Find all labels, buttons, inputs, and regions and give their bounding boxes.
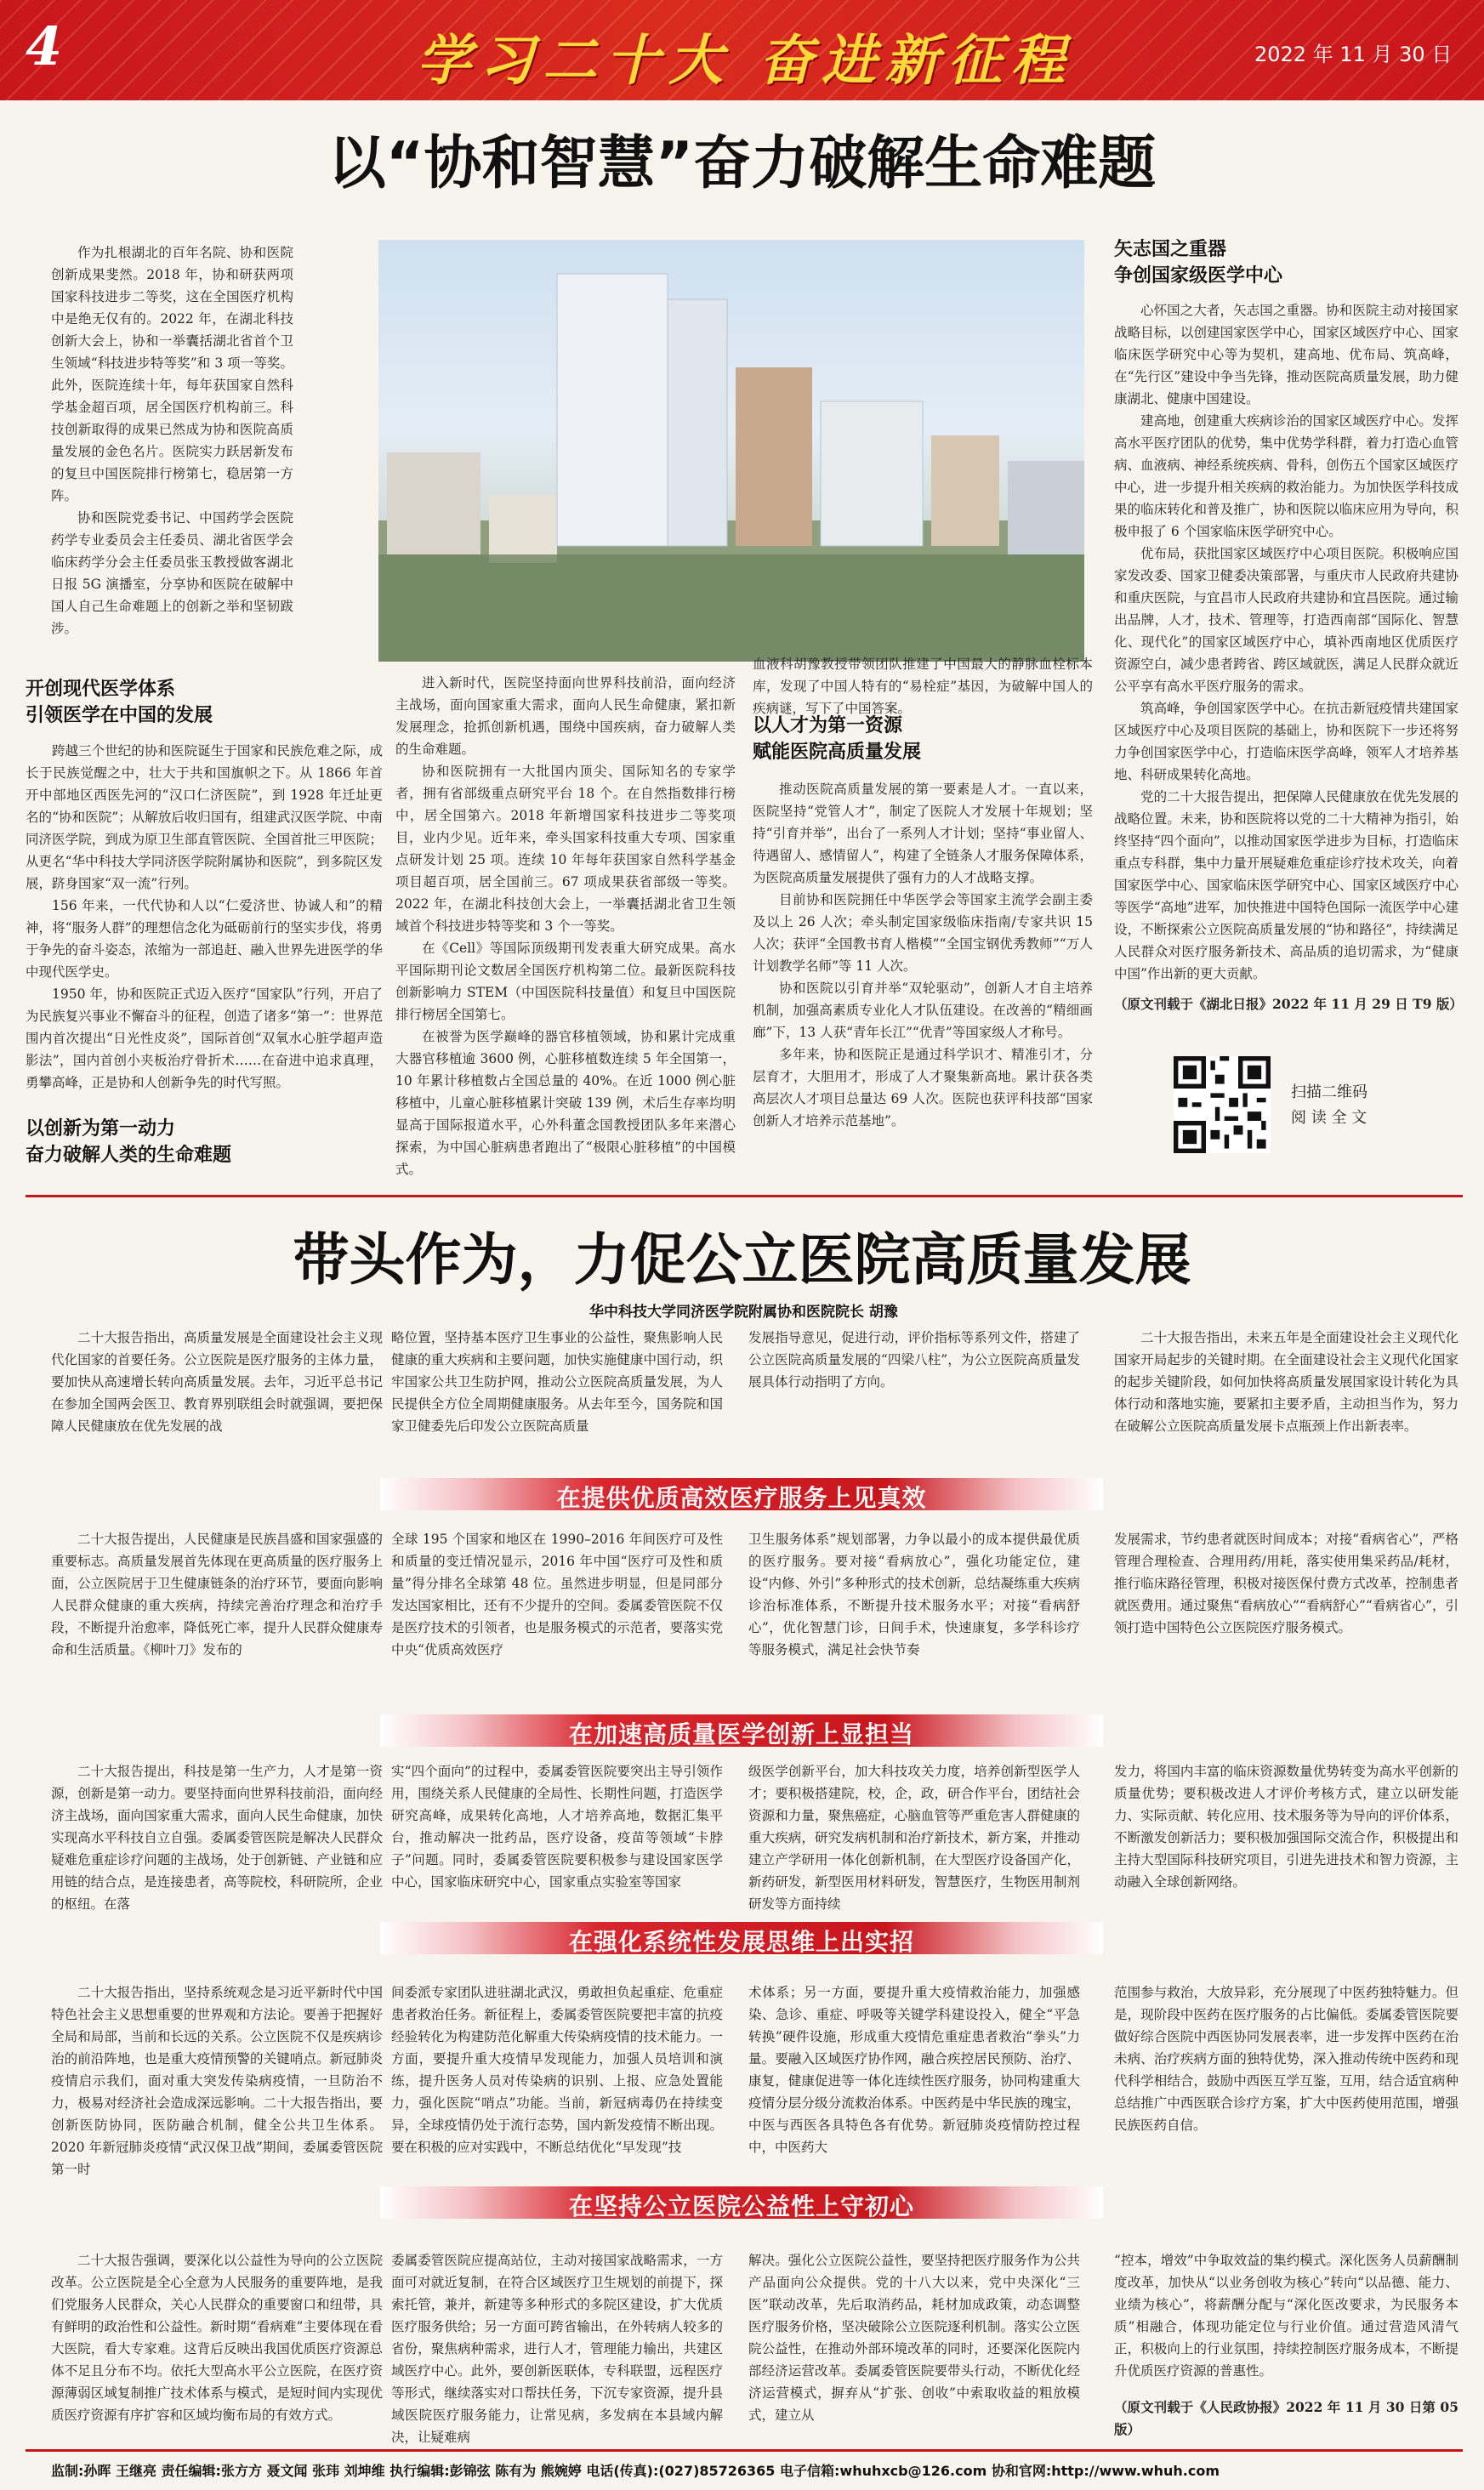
section-col [51,1760,383,1936]
paragraph: 委属委管医院应提高站位，主动对接国家战略需求，一方面可对就近复制，在符合区域医疗卫生规划的前提下，探索托管，兼并，新建等多种形式的多院区建设，扩大优质医疗服务供给；另一方面可跨省输出，在外转病人较多的省份，聚焦病种需求，进行人才，管理能力输出，共建区域医疗中心。此外，要创新医联体，专科联盟，远程医疗等形式，继续落实对口帮扶任务，下沉专家资源，提升县域医院医疗服务能力，让常见病，多发病在本县域内解决，让疑难病 [391,2253,723,2445]
article1-section-4-body [1114,299,1458,1031]
paragraph: 二十大报告指出，坚持系统观念是习近平新时代中国特色社会主义思想重要的世界观和方法论。要善于把握好全局和局部，当前和长远的关系。公立医院不仅是疾病诊治的前沿阵地，也是重大疫情预警的关键哨点。新冠肺炎疫情启示我们，面对重大突发传染病疫情，一旦防治不力，极易对经济社会造成深远影响。二十大报告指出，要创新医防协同，医防融合机制，健全公共卫生体系。2020 年新冠肺炎疫情“武汉保卫战”期间，委属委管医院第一时 [51,1985,383,2177]
article1-section-3-body [753,778,1093,1157]
hospital-photo [378,240,1084,662]
paragraph: 范围参与救治，大放异彩，充分展现了中医药独特魅力。但是，现阶段中医药在医疗服务的占比偏低。委属委管医院要做好综合医院中西医协同发展表率，进一步发挥中医药在治未病、治疗疾病方面的独特优势，深入推动传统中医药和现代科学相结合，鼓励中西医互学互鉴，互用，结合适宜病种总结推广中西医联合诊疗方案，扩大中医药使用范围，增强民族医药自信。 [1114,1985,1458,2133]
paragraph: 解决。强化公立医院公益性，要坚持把医疗服务作为公共产品面向公众提供。党的十八大以来，党中央深化“三医”联动改革，先后取消药品，耗材加成政策，动态调整医疗服务价格，坚决破除公立医院逐利机制。落实公立医院公益性，在推动外部环境改革的同时，还要深化医院内部经济运营改革。委属委管医院要带头行动，不断优化经济运营模式，摒弃从“扩张、创收”中索取收益的粗放模式，建立从 [748,2253,1080,2423]
paragraph: 党的二十大报告提出，把保障人民健康放在优先发展的战略位置。未来，协和医院将以党的二十大精神为指引，始终坚持“四个面向”，以推动国家医学进步为目标，打造临床重点专科群，集中力量开展疑难危重症诊疗技术攻关，向着国家医学中心、国家临床医学研究中心、国家区域医疗中心等医学“高地”进军，加快推进中国特色国际一流医学中心建设，不断探索公立医院高质量发展的“协和路径”，持续满足人民群众对医疗服务新技术、高品质的追切需求，为“健康中国”作出新的更大贡献。 [1114,789,1458,981]
article2-headline: 带头作为，力促公立医院高质量发展 [293,1227,1191,1293]
section-col [51,2249,383,2441]
section-col [748,1760,1080,1936]
paragraph: 156 年来，一代代协和人以“仁爱济世、协诚人和”的精神，将“服务人群”的理想信念化为砥砺前行的坚实步伐，将勇于争先的奋斗姿态，浓缩为一部追赶、融入世界先进医学的华中现代医学史。 [26,898,383,980]
paragraph: 间委派专家团队进驻湖北武汉，勇敢担负起重症、危重症患者救治任务。新征程上，委属委管医院要把丰富的抗疫经验转化为构建防范化解重大传染病疫情的技术能力。一方面，要提升重大疫情早发现能力，加强人员培训和演练，提升医务人员对传染病的识别、上报、应急处置能力，强化医院“哨点”功能。当前，新冠病毒仍在持续变异，全球疫情仍处于流行态势，国内新发疫情不断出现。要在积极的应对实践中，不断总结优化“早发现”技 [391,1985,723,2155]
paragraph: 二十大报告提出，科技是第一生产力，人才是第一资源，创新是第一动力。要坚持面向世界科技前沿，面向经济主战场，面向国家重大需求，面向人民生命健康，加快实现高水平科技自立自强。委属委管医院是解决人民群众疑难危重症诊疗问题的主战场，处于创新链、产业链和应用链的结合点，是连接患者，高等院校，科研院所，企业的枢纽。在落 [51,1764,383,1912]
section-heading: 开创现代医学体系 引领医学在中国的发展 [26,678,213,726]
intro-col [1114,1327,1458,1461]
article1-section-2-continued [753,653,1093,716]
lead-paragraph: 协和医院党委书记、中国药学会医院药学专业委员会主任委员、湖北省医学会临床药学分会主任委员张玉教授做客湖北日报 5G 演播室，分享协和医院在破解中国人自己生命难题上的创新之举和坚韧跋涉。 [51,510,293,636]
section-col [51,1981,383,2177]
paragraph: 二十大报告指出，未来五年是全面建设社会主义现代化国家开局起步的关键时期。在全面建设社会主义现代化国家的起步关键阶段，如何加快将高质量发展国家设计转化为具体行动和落地实施，要紧扣主要矛盾，主动担当作为，努力在破解公立医院高质量发展卡点瓶颈上作出新表率。 [1114,1330,1458,1434]
paragraph: 术体系；另一方面，要提升重大疫情救治能力，加强感染、急诊、重症、呼吸等关键学科建设投入，健全“平急转换”硬件设施，形成重大疫情危重症患者救治“拳头”力量。要融入区域医疗协作网，融合疾控居民预防、治疗、康复，健康促进等一体化连续性医疗服务，协同构建重大疫情分层分级分流救治体系。中医药是中华民族的瑰宝，中医与西医各具特色各有优势。新冠肺炎疫情防控过程中，中医药大 [748,1985,1080,2155]
section-heading: 以创新为第一动力 奋力破解人类的生命难题 [26,1117,232,1166]
section-col [51,1528,383,1707]
qr-caption-line: 扫描二维码 [1291,1083,1367,1101]
intro-col [748,1327,1080,1461]
qr-caption-line: 阅 读 全 文 [1291,1109,1367,1127]
section-banner-title: 在强化系统性发展思维上出实招 [568,1928,914,1956]
section-banner-title: 在坚持公立医院公益性上守初心 [568,2192,914,2220]
paragraph: 略位置，坚持基本医疗卫生事业的公益性，聚焦影响人民健康的重大疾病和主要问题，加快实施健康中国行动，织牢国家公共卫生防护网，推动公立医院高质量发展，为人民提供全方位全周期健康服务。从去年至今，国务院和国家卫健委先后印发公立医院高质量 [391,1330,723,1434]
article1-headline: 以“协和智慧”奋力破解生命难题 [327,130,1157,197]
paragraph: 多年来，协和医院正是通过科学识才、精准引才，分层育才，大胆用才，形成了人才聚集新高地。累计获各类高层次人才项目总量达 69 人次。医院也获评科技部“国家创新人才培养示范基地”。 [753,1047,1093,1128]
footer-rule [26,2449,1463,2452]
section-banner-title: 在加速高质量医学创新上显担当 [568,1720,914,1748]
paragraph: 全球 195 个国家和地区在 1990–2016 年间医疗可及性和质量的变迁情况显示，2016 年中国“医疗可及性和质量”得分排名全球第 48 位。虽然进步明显，但是同部分发达国家相比，还有不少提升的空间。委属委管医院不仅是医疗技术的引领者，也是服务模式的示范者，要落实党中央“优质高效医疗 [391,1532,723,1657]
section-col [748,1981,1080,2174]
paragraph: 实“四个面向”的过程中，委属委管医院要突出主导引领作用，围绕关系人民健康的全局性、长期性问题，打造医学研究高峰，成果转化高地，人才培养高地，数据汇集平台，推动解决一批药品，医疗设备，疫苗等领域“卡脖子”问题。同时，委属委管医院要积极参与建设国家医学中心，国家临床研究中心，国家重点实验室等国家 [391,1764,723,1890]
section-col [1114,2249,1458,2396]
paragraph: 目前协和医院拥任中华医学会等国家主流学会副主委及以上 26 人次；牵头制定国家级临床指南/专家共识 15 人次；获评“全国教书育人楷模”“全国宝钢优秀教师”“万人计划教学名师”等 11 人次。 [753,892,1093,974]
section-col [391,1760,723,1936]
paragraph: 二十大报告指出，高质量发展是全面建设社会主义现代化国家的首要任务。公立医院是医疗服务的主体力量，要加快从高速增长转向高质量发展。去年，习近平总书记在参加全国两会医卫、教育界别联组会时就强调，要把保障人民健康放在优先发展的战 [51,1330,383,1434]
paragraph: 协和医院拥有一大批国内顶尖、国际知名的专家学者，拥有省部级重点研究平台 18 个。在自然指数排行榜中，居全国第六。2018 年新增国家科技进步二等奖项目，业内少见。近年来，牵头国家科技重大专项、国家重点研发计划 25 项。连续 10 年每年获国家自然科学基金项目超百项，居全国前三。67 项成果获省部级一等奖。2022 年，在湖北科技创大会上，一举囊括湖北省卫生领域首个科技进步特等奖和 3 个一等奖。 [395,764,736,934]
source-note: （原文刊载于《湖北日报》2022 年 11 月 29 日 T9 版） [1114,996,1463,1012]
paragraph: 1950 年，协和医院正式迈入医疗“国家队”行列，开启了为民族复兴事业不懈奋斗的征程，创造了诸多“第一”：世界范围内首次提出“日光性皮炎”，国际首创“双氧水心脏学超声造影法”，国内首创小夹板治疗骨折术……在奋进中追求真理，勇攀高峰，正是协和人创新争先的时代写照。 [26,986,383,1090]
section-banner-title: 在提供优质高效医疗服务上见真效 [556,1484,927,1512]
section-col [1114,1981,1458,2174]
footer-credits: 监制:孙晖 王继亮 责任编辑:张方方 聂文闻 张玮 刘坤维 执行编辑:彭锦弦 陈有为 熊婉婷 电话(传真):(027)85726365 电子信箱:whuhxcb@126.com 协和官网:http://www.whuh.com [51,2463,1220,2479]
section-heading: 矢志国之重器 争创国家级医学中心 [1114,238,1283,287]
section-col [748,2249,1080,2441]
paragraph: 发展需求，节约患者就医时间成本；对接“看病省心”，严格管理合理检查、合理用药/用耗，落实使用集采药品/耗材，推行临床路径管理，积极对接医保付费方式改革，控制患者就医费用。通过聚焦“看病放心”“看病舒心”“看病省心”，引领打造中国特色公立医院医疗服务模式。 [1114,1532,1458,1635]
paragraph: 协和医院以引育并举“双轮驱动”，创新人才自主培养机制，加强高素质专业化人才队伍建设。在改善的“精细画廊”下，13 人获“青年长江”“优青”等国家级人才称号。 [753,981,1093,1040]
page-number: 4 [26,15,63,77]
section-col [1114,1528,1458,1707]
section-col [1114,1760,1458,1936]
paragraph: 推动医院高质量发展的第一要素是人才。一直以来，医院坚持“党管人才”，制定了医院人才发展十年规划；坚持“引育并举”，出台了一系列人才计划；坚持“事业留人、待遇留人、感情留人”，构建了全链条人才服务保障体系，为医院高质量发展提供了强有力的人才战略支撑。 [753,782,1093,885]
section-col [391,1528,723,1707]
masthead-title: 学习二十大 奋进新征程 [417,29,1074,93]
paragraph: 二十大报告提出，人民健康是民族昌盛和国家强盛的重要标志。高质量发展首先体现在更高质量的医疗服务上面，公立医院居于卫生健康链条的治疗环节，要面向影响人民群众健康的重大疾病，持续完善治疗理念和治疗手段，不断提升治愈率，降低死亡率，提升人民群众健康寿命和生活质量。《柳叶刀》发布的 [51,1532,383,1657]
lead-paragraph: 作为扎根湖北的百年名院、协和医院创新成果斐然。2018 年，协和研获两项国家科技进步二等奖，这在全国医疗机构中是绝无仅有的。2022 年，在湖北科技创新大会上，协和一举囊括湖北省首个卫生领域“科技进步特等奖”和 3 项一等奖。此外，医院连续十年，每年获国家自然科学基金超百项，居全国医疗机构前三。科技创新取得的成果已然成为协和医院高质量发展的金色名片。医院实力跃居新发布的复旦中国医院排行榜第七，稳居第一方阵。 [51,245,293,503]
section-col [748,1528,1080,1707]
intro-col [391,1327,723,1461]
paragraph: 筑高峰，争创国家医学中心。在抗击新冠疫情共建国家区域医疗中心及项目医院的基础上，协和医院下一步还将努力争创国家医学中心，打造临床医学高峰，领军人才培养基地、科研成果转化高地。 [1114,701,1458,782]
section-banner [380,2180,1103,2224]
article1-section-1-body [26,740,383,1114]
section-col [391,1981,723,2174]
qr-caption [1291,1080,1367,1131]
paragraph: 级医学创新平台，加大科技攻关力度，培养创新型医学人才；要积极搭建院，校，企，政，研合作平台，团结社会资源和力量，聚焦癌症，心脑血管等严重危害人群健康的重大疾病，研究发病机制和治疗新技术，新方案，并推动建立产学研用一体化创新机制，在大型医疗设备国产化，新药研发，新型医用材料研发，智慧医疗，生物医用制剂研发等方面持续 [748,1764,1080,1912]
paragraph: 心怀国之大者，矢志国之重器。协和医院主动对接国家战略目标，以创建国家医学中心，国家区域医疗中心、国家临床医学研究中心等为契机，建高地、优布局、筑高峰，在“先行区”建设中争当先锋，推动医院高质量发展，助力健康湖北、健康中国建设。 [1114,303,1458,406]
paragraph: 在被誉为医学巅峰的器官移植领域，协和累计完成重大器官移植逾 3600 例，心脏移植数连续 5 年全国第一，10 年累计移植数占全国总量的 40%。在近 1000 例心脏移植中，儿童心脏移植累计突破 139 例，术后生存率均明显高于国际报道水平，心外科董念国教授团队多年来潜心探索，为中国心脏病患者跑出了“极限心脏移植”的中国模式。 [395,1029,736,1177]
paragraph: 进入新时代，医院坚持面向世界科技前沿，面向经济主战场，面向国家重大需求，面向人民生命健康，紧扣新发展理念，抢抓创新机遇，围绕中国疾病，奋力破解人类的生命难题。 [395,675,736,757]
section-banner [380,1915,1103,1959]
paragraph: 血液科胡豫教授带领团队推建了中国最大的静脉血栓标本库，发现了中国人特有的“易栓症”基因，为破解中国人的疾病谜，写下了中国答案。 [753,657,1093,716]
issue-date: 2022 年 11 月 30 日 [1254,43,1453,66]
source-note: （原文刊载于《人民政协报》2022 年 11 月 30 日第 05 版） [1114,2399,1458,2437]
article1-section-2-body [395,672,736,1177]
article-divider [26,1195,1463,1197]
paragraph: 二十大报告强调，要深化以公益性为导向的公立医院改革。公立医院是全心全意为人民服务的重要阵地，是我们党服务人民群众，关心人民群众的重要窗口和纽带，具有鲜明的政治性和公益性。新时期“看病难”主要体现在看大医院，看大专家难。这背后反映出我国优质医疗资源总体不足且分布不均。依托大型高水平公立医院，在医疗资源薄弱区域复制推广技术体系与模式，是短时间内实现优质医疗资源有序扩容和区域均衡布局的有效方式。 [51,2253,383,2423]
article2-byline: 华中科技大学同济医学院附属协和医院院长 胡豫 [589,1304,898,1321]
paragraph: 发展指导意见，促进行动，评价指标等系列文件，搭建了公立医院高质量发展的“四梁八柱”，为公立医院高质量发展具体行动指明了方向。 [748,1330,1080,1390]
section-col [391,2249,723,2445]
paragraph: 建高地，创建重大疾病诊治的国家区域医疗中心。发挥高水平医疗团队的优势，集中优势学科群，着力打造心血管病、血液病、神经系统疾病、骨科，创伤五个国家区域医疗中心，进一步提升相关疾病的救治能力。为加快医学科技成果的临床转化和普及推广，协和医院以临床应用为导向，积极申报了 6 个国家临床医学研究中心。 [1114,413,1458,539]
paragraph: “控本，增效”中争取效益的集约模式。深化医务人员薪酬制度改革，加快从“以业务创收为核心”转向“以品德、能力、业绩为核心”，将薪酬分配与“深化医改要求，为民服务本质”相融合，体现功能定位与行业价值。通过营造风清气正，积极向上的行业氛围，持续控制医疗服务成本，不断提升优质医疗资源的普惠性。 [1114,2253,1458,2379]
paragraph: 在《Cell》等国际顶级期刊发表重大研究成果。高水平国际期刊论文数居全国医疗机构第二位。最新医院科技创新影响力 STEM（中国医院科技量值）和复旦中国医院排行榜居全国第七。 [395,941,736,1022]
section-banner [380,1471,1103,1515]
paragraph: 跨越三个世纪的协和医院诞生于国家和民族危难之际，成长于民族觉醒之中，壮大于共和国旗帜之下。从 1866 年首开中部地区西医先河的“汉口仁济医院”，到 1928 年迁址更名的“协和医院”；从解放后收归国有，组建武汉医学院、中南同济医学院，到成为原卫生部直管医院、全国首批三甲医院；从更名“华中科技大学同济医学院附属协和医院”，到多院区发展，跻身国家“双一流”行列。 [26,743,383,891]
paragraph: 卫生服务体系”规划部署，力争以最小的成本提供最优质的医疗服务。要对接“看病放心”，强化功能定位，建设“内修、外引”多种形式的技术创新，总结凝练重大疾病诊治标准体系，不断提升技术服务水平；对接“看病舒心”，优化智慧门诊，日间手术，快速康复，多学科诊疗等服务模式，满足社会快节奏 [748,1532,1080,1657]
intro-col [51,1327,383,1461]
paragraph: 发力，将国内丰富的临床资源数量优势转变为高水平创新的质量优势；要积极改进人才评价考核方式，建立以研发能力、实际贡献、转化应用、技术服务等为导向的评价体系，不断激发创新活力；要积极加强国际交流合作，积极提出和主持大型国际科技研究项目，引进先进技术和智力资源，主动融入全球创新网络。 [1114,1764,1458,1890]
section-heading: 以人才为第一资源 赋能医院高质量发展 [753,714,922,763]
qr-code[interactable] [1174,1056,1271,1153]
paragraph: 优布局，获批国家区域医疗中心项目医院。积极响应国家发改委、国家卫健委决策部署，与重庆市人民政府共建协和重庆医院，与宜昌市人民政府共建协和宜昌医院。通过输出品牌，人才，技术、管理等，打造西南部“国际化、智慧化、现代化”的国家区域医疗中心，填补西南地区优质医疗资源空白，减少患者跨省、跨区域就医，满足人民群众就近公平享有高水平医疗服务的需求。 [1114,546,1458,694]
section-banner [380,1708,1103,1752]
article1-lead [51,242,293,641]
